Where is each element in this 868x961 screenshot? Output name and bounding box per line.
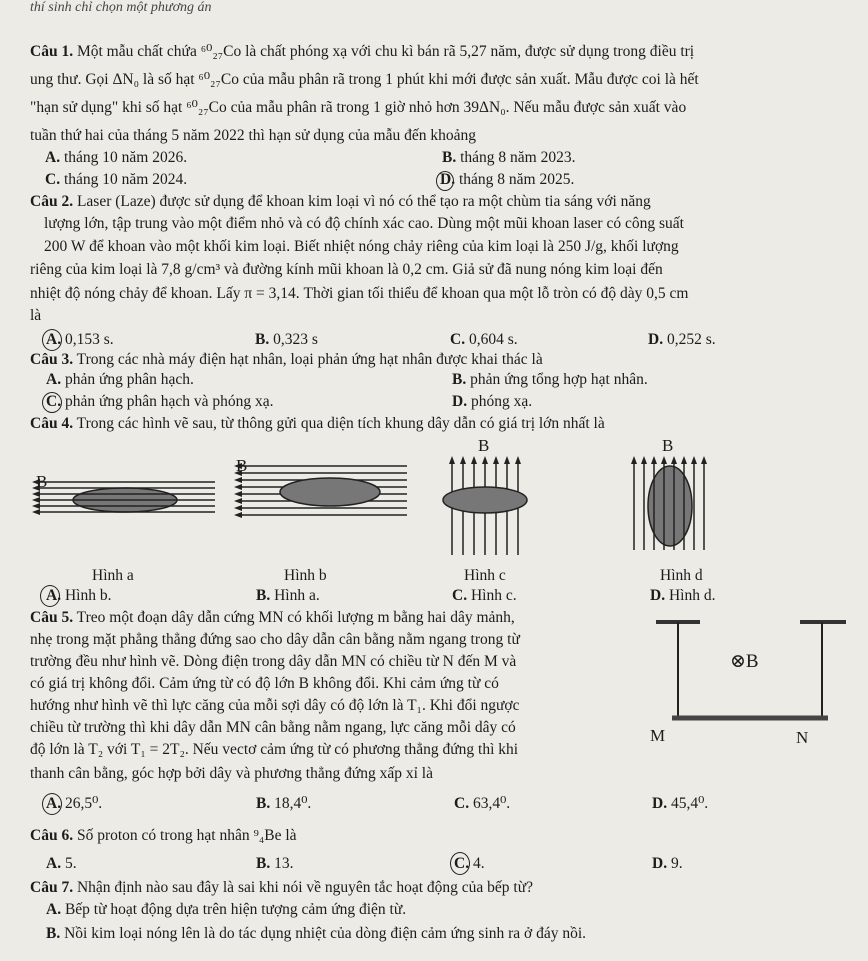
figure-q5 (650, 614, 850, 744)
q2-line-5: nhiệt độ nóng chảy để khoan. Lấy π = 3,14. Thời gian tối thiểu để khoan qua một lỗ tròn có độ dày 0,5 cm (30, 285, 689, 302)
figure-b-caption: Hình b (284, 567, 327, 584)
q2-line-6: là (30, 307, 42, 324)
q5-option-c[interactable]: C. 63,4⁰. (454, 795, 511, 812)
q4-option-d[interactable]: D. Hình d. (650, 587, 716, 604)
q2-line-1: Câu 2. Laser (Laze) được sử dụng để khoan kim loại vì nó có thể tạo ra một chùm tia sáng với năng (30, 193, 651, 210)
q6-option-b[interactable]: B. 13. (256, 855, 294, 872)
figure-b-coil (280, 478, 380, 506)
q6-option-d[interactable]: D. 9. (652, 855, 683, 872)
q5-line-1: Câu 5. Treo một đoạn dây dẫn cứng MN có khối lượng m bằng hai dây mảnh, (30, 609, 515, 626)
q5-line-8: thanh cân bằng, góc hợp bởi dây và phương thẳng đứng xấp xỉ là (30, 765, 433, 782)
q5-line-6: chiều từ trường thì khi dây dẫn MN cân bằng nằm ngang, lực căng mỗi dây có (30, 719, 516, 736)
q1-option-d[interactable]: D. tháng 8 năm 2025. (440, 171, 575, 188)
q6-line-1: Câu 6. Số proton có trong hạt nhân ⁹₄Be là (30, 827, 297, 844)
q5-option-b[interactable]: B. 18,4⁰. (256, 795, 312, 812)
q2-option-b[interactable]: B. 0,323 s (255, 331, 318, 348)
q3-option-b[interactable]: B. phản ứng tổng hợp hạt nhân. (452, 371, 648, 388)
q1-pen-circle-mark (436, 171, 454, 191)
figure-c-caption: Hình c (464, 567, 506, 584)
q5-option-d[interactable]: D. 45,4⁰. (652, 795, 709, 812)
figure-a (30, 470, 220, 530)
figure-c-b-label: B (478, 436, 490, 455)
q3-option-c[interactable]: C. phản ứng phân hạch và phóng xạ. (46, 393, 274, 410)
figure-q5-m-label: M (650, 726, 666, 745)
q5-option-a[interactable]: A. 26,5⁰. (46, 795, 103, 812)
q5-line-5: hướng như hình vẽ thì lực căng của mỗi sợi dây có độ lớn là T₁. Khi đổi ngược (30, 697, 520, 714)
q3-pen-circle-mark (42, 392, 62, 413)
figure-q5-b-into-page: ⊗B (730, 651, 759, 672)
q4-option-a[interactable]: A. Hình b. (46, 587, 112, 604)
q2-line-4: riêng của kim loại là 7,8 g/cm³ và đường kính mũi khoan là 0,2 cm. Giả sử đã nung nóng kim loại đến (30, 261, 663, 278)
q6-pen-circle-mark (450, 852, 470, 875)
q3-option-a[interactable]: A. phản ứng phân hạch. (46, 371, 194, 388)
q1-line-2: ung thư. Gọi ΔN₀ là số hạt ⁶⁰₂₇Co của mẫu phân rã trong 1 phút khi mới được sản xuất. Mẫu được coi là hết (30, 71, 699, 88)
q2-option-d[interactable]: D. 0,252 s. (648, 331, 716, 348)
q5-line-3: trường đều như hình vẽ. Dòng điện trong dây dẫn MN có chiều từ N đến M và (30, 653, 517, 670)
q1-line-3: "hạn sử dụng" khi số hạt ⁶⁰₂₇Co của mẫu phân rã trong 1 giờ nhỏ hơn 39ΔN₀. Nếu mẫu được sản xuất vào (30, 99, 687, 116)
section-header: thí sinh chỉ chọn một phương án (30, 0, 212, 15)
q1-line-4: tuần thứ hai của tháng 5 năm 2022 thì hạn sử dụng của mẫu đến khoảng (30, 127, 476, 144)
figure-a-caption: Hình a (92, 567, 134, 584)
q4-option-c[interactable]: C. Hình c. (452, 587, 517, 604)
figure-d-arrowheads (631, 456, 707, 464)
figure-b-b-label: B (236, 456, 248, 475)
q6-option-a[interactable]: A. 5. (46, 855, 77, 872)
q2-option-c[interactable]: C. 0,604 s. (450, 331, 518, 348)
q1-option-b[interactable]: B. tháng 8 năm 2023. (442, 149, 576, 166)
q5-line-7: độ lớn là T₂ với T₁ = 2T₂. Nếu vectơ cảm ứng từ có phương thẳng đứng thì khi (30, 741, 519, 758)
q4-line-1: Câu 4. Trong các hình vẽ sau, từ thông gửi qua diện tích khung dây dẫn có giá trị lớn nhất là (30, 415, 605, 432)
q1-option-c[interactable]: C. tháng 10 năm 2024. (45, 171, 188, 188)
figure-a-b-label: B (36, 472, 48, 491)
q2-line-3: 200 W để khoan vào một khối kim loại. Biết nhiệt nóng chảy riêng của kim loại là 250 J/g, khối lượng (44, 238, 679, 255)
q7-option-a[interactable]: A. Bếp từ hoạt động dựa trên hiện tượng cảm ứng điện từ. (46, 901, 407, 918)
q6-option-c[interactable]: C. 4. (454, 855, 485, 872)
q3-option-d[interactable]: D. phóng xạ. (452, 393, 533, 410)
figure-d (620, 450, 720, 560)
q7-line-1: Câu 7. Nhận định nào sau đây là sai khi nói về nguyên tắc hoạt động của bếp từ? (30, 879, 534, 896)
q1-line-1: Câu 1. Một mẫu chất chứa ⁶⁰₂₇Co là chất phóng xạ với chu kì bán rã 5,27 năm, được sử dụng trong điều trị (30, 43, 695, 60)
q2-option-a[interactable]: A. 0,153 s. (46, 331, 114, 348)
q2-pen-circle-mark (42, 329, 62, 351)
figure-c-coil (443, 487, 527, 513)
q5-line-2: nhẹ trong mặt phẳng thẳng đứng sao cho dây dẫn cân bằng nằm ngang trong từ (30, 631, 520, 648)
figure-b (232, 456, 412, 526)
figure-c-arrowheads (449, 456, 521, 464)
q3-line-1: Câu 3. Trong các nhà máy điện hạt nhân, loại phản ứng hạt nhân được khai thác là (30, 351, 543, 368)
q1-option-a[interactable]: A. tháng 10 năm 2026. (45, 149, 188, 166)
q7-option-b[interactable]: B. Nồi kim loại nóng lên là do tác dụng nhiệt của dòng điện cảm ứng sinh ra ở đáy nồi. (46, 925, 587, 942)
q2-line-2: lượng lớn, tập trung vào một điểm nhỏ và có độ chính xác cao. Dùng một mũi khoan laser có công suất (44, 215, 684, 232)
q4-option-b[interactable]: B. Hình a. (256, 587, 320, 604)
figure-d-b-label: B (662, 436, 674, 455)
q4-pen-circle-mark (40, 585, 60, 607)
figure-c (432, 450, 542, 560)
q5-pen-circle-mark (42, 793, 62, 815)
q5-line-4: có giá trị không đổi. Cảm ứng từ có độ lớn B không đổi. Khi cảm ứng từ có (30, 675, 499, 692)
figure-d-caption: Hình d (660, 567, 703, 584)
figure-q5-n-label: N (796, 728, 809, 747)
